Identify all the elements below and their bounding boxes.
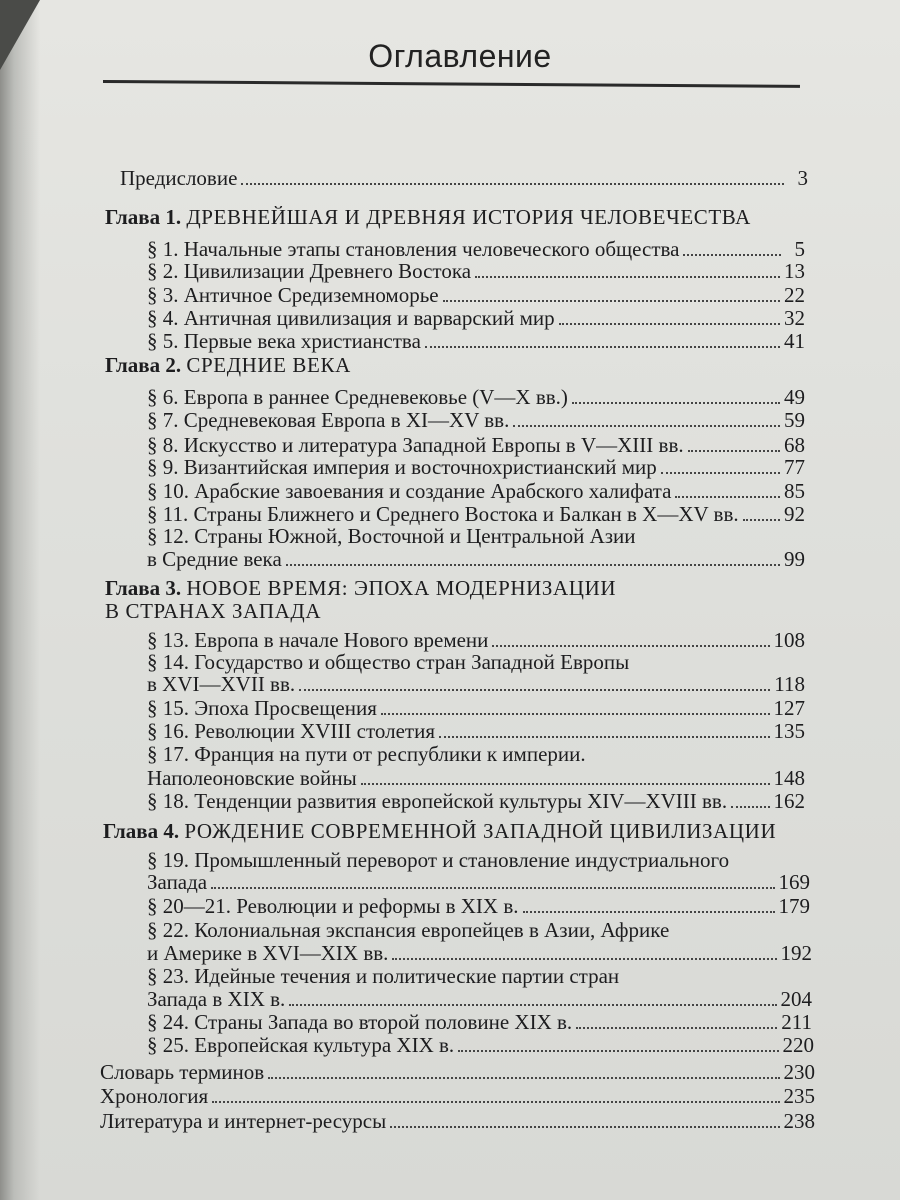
entry-label: § 11. Страны Ближнего и Среднего Востока и Балкан в X—XV вв. (147, 502, 739, 526)
page-number: 118 (774, 672, 805, 696)
entry-label: § 7. Средневековая Европа в XI—XV вв. (147, 408, 510, 432)
page-number: 235 (783, 1084, 815, 1108)
dot-leader (683, 254, 781, 256)
dot-leader (572, 402, 780, 404)
chapter-heading-3[interactable] (105, 576, 616, 601)
dot-leader (289, 1004, 776, 1006)
dot-leader (211, 887, 774, 889)
page-number: 148 (773, 766, 805, 790)
page-number: 32 (784, 306, 805, 330)
chapter-title: РОЖДЕНИЕ СОВРЕМЕННОЙ ЗАПАДНОЙ ЦИВИЛИЗАЦИИ (184, 819, 777, 843)
page-number: 192 (780, 941, 812, 965)
entry-label: Запада в XIX в. (147, 987, 286, 1011)
entry-label: § 3. Античное Средиземноморье (147, 283, 439, 307)
entry-label: § 15. Эпоха Просвещения (147, 696, 377, 720)
toc-entry-p19-line1: § 19. Промышленный переворот и становление индустриального (147, 848, 730, 872)
dot-leader (241, 183, 784, 185)
dot-leader (425, 346, 780, 348)
toc-entry-p20[interactable] (147, 894, 810, 919)
toc-entry-p23-line1: § 23. Идейные течения и политические партии стран (147, 964, 620, 988)
toc-entry-p24[interactable] (147, 1010, 812, 1035)
entry-label: Предисловие (120, 166, 238, 190)
entry-label: § 1. Начальные этапы становления человеческого общества (147, 237, 680, 261)
toc-entry-p3[interactable] (147, 283, 805, 308)
dot-leader (492, 645, 769, 647)
entry-label: § 5. Первые века христианства (147, 329, 421, 353)
dot-leader (361, 783, 770, 785)
entry-label: в XVI—XVII вв. (147, 672, 296, 696)
entry-label: Наполеоновские войны (147, 766, 357, 790)
chapter-heading-1[interactable] (105, 205, 751, 230)
entry-label: § 24. Страны Запада во второй половине XIX в. (147, 1010, 573, 1034)
page-number: 68 (784, 433, 805, 457)
toc-entry-p17[interactable] (147, 766, 805, 791)
toc-entry-p17-line1: § 17. Франция на пути от республики к империи. (147, 742, 586, 766)
entry-label: § 13. Европа в начале Нового времени (147, 628, 489, 652)
page-number: 99 (784, 547, 805, 571)
toc-entry-p25[interactable] (147, 1033, 814, 1058)
dot-leader (443, 300, 780, 302)
entry-label: и Америке в XVI—XIX вв. (147, 941, 389, 965)
entry-label: § 8. Искусство и литература Западной Европы в V—XIII вв. (147, 433, 684, 457)
entry-label: Литература и интернет-ресурсы (100, 1109, 387, 1133)
dot-leader (559, 323, 780, 325)
page-number: 162 (773, 789, 805, 813)
chapter-number: Глава 1. (105, 205, 182, 229)
dot-leader (731, 806, 769, 808)
toc-entry-preface[interactable] (120, 166, 808, 191)
page-number: 85 (784, 479, 805, 503)
toc-entry-p18[interactable] (147, 789, 805, 814)
dot-leader (390, 1126, 779, 1128)
entry-label: в Средние века (147, 547, 282, 571)
page-number: 41 (784, 329, 805, 353)
dot-leader (513, 425, 780, 427)
entry-label: Хронология (100, 1084, 209, 1108)
toc-entry-p14[interactable] (147, 672, 805, 697)
entry-label: § 25. Европейская культура XIX в. (147, 1033, 455, 1057)
page-number: 211 (781, 1010, 812, 1034)
toc-entry-p2[interactable] (147, 259, 805, 284)
dot-leader (743, 519, 780, 521)
toc-entry-p7[interactable] (147, 408, 805, 433)
chapter-title-line2: В СТРАНАХ ЗАПАДА (105, 599, 322, 623)
toc-entry-p14-line1: § 14. Государство и общество стран Западной Европы (147, 650, 630, 674)
page-number: 59 (784, 408, 805, 432)
chapter-title: СРЕДНИЕ ВЕКА (186, 353, 351, 377)
toc-entry-p15[interactable] (147, 696, 805, 721)
chapter-number: Глава 2. (105, 353, 182, 377)
dot-leader (458, 1050, 778, 1052)
chapter-number: Глава 3. (105, 576, 182, 600)
chapter-heading-4[interactable] (103, 819, 776, 844)
toc-entry-p12[interactable] (147, 547, 805, 572)
page-number: 92 (784, 502, 805, 526)
dot-leader (675, 496, 780, 498)
dot-leader (381, 713, 770, 715)
entry-label: § 6. Европа в раннее Средневековье (V—X вв.) (147, 385, 568, 409)
entry-label: § 10. Арабские завоевания и создание Арабского халифата (147, 479, 672, 503)
toc-title: Оглавление (368, 38, 552, 74)
page-number: 49 (784, 385, 805, 409)
entry-label: § 4. Античная цивилизация и варварский мир (147, 306, 555, 330)
dot-leader (268, 1077, 779, 1079)
toc-entry-p16[interactable] (147, 719, 805, 744)
toc-entry-p23[interactable] (147, 987, 812, 1012)
entry-label: § 20—21. Революции и реформы в XIX в. (147, 894, 519, 918)
dot-leader (392, 958, 776, 960)
entry-label: § 16. Революции XVIII столетия (147, 719, 435, 743)
dot-leader (661, 472, 780, 474)
page-number: 230 (783, 1060, 815, 1084)
toc-entry-p6[interactable] (147, 385, 805, 410)
page-number: 204 (780, 987, 812, 1011)
entry-label: Запада (147, 870, 208, 894)
page-number: 169 (778, 870, 810, 894)
page-number: 22 (784, 283, 805, 307)
entry-label: § 9. Византийская империя и восточнохристианский мир (147, 455, 657, 479)
toc-entry-p9[interactable] (147, 455, 805, 480)
chapter-number: Глава 4. (103, 819, 180, 843)
page-number: 127 (773, 696, 805, 720)
chapter-title: НОВОЕ ВРЕМЯ: ЭПОХА МОДЕРНИЗАЦИИ (186, 576, 617, 600)
page-number: 238 (783, 1109, 815, 1133)
page-number: 220 (782, 1033, 814, 1057)
toc-entry-p4[interactable] (147, 306, 805, 331)
toc-entry-glossary[interactable] (100, 1060, 815, 1085)
page-number: 3 (797, 166, 808, 190)
entry-label: § 18. Тенденции развития европейской культуры XIV—XVIII вв. (147, 789, 728, 813)
dot-leader (475, 276, 780, 278)
page-number: 179 (778, 894, 810, 918)
dot-leader (212, 1101, 779, 1103)
dot-leader (299, 689, 770, 691)
toc-entry-p10[interactable] (147, 479, 805, 504)
toc-entry-p5[interactable] (147, 329, 805, 354)
dot-leader (286, 564, 780, 566)
dot-leader (439, 736, 770, 738)
page-number: 13 (784, 259, 805, 283)
entry-label: § 2. Цивилизации Древнего Востока (147, 259, 472, 283)
page-number: 108 (773, 628, 805, 652)
page-number: 77 (784, 455, 805, 479)
dot-leader (523, 911, 775, 913)
toc-entry-chronology[interactable] (100, 1084, 815, 1109)
chapter-heading-2[interactable] (105, 353, 351, 378)
toc-entry-p12-line1: § 12. Страны Южной, Восточной и Центральной Азии (147, 524, 636, 548)
toc-entry-p22-line1: § 22. Колониальная экспансия европейцев в Азии, Африке (147, 918, 670, 942)
toc-entry-p22[interactable] (147, 941, 812, 966)
toc-entry-literature[interactable] (100, 1109, 815, 1134)
page-number: 5 (794, 237, 805, 261)
dot-leader (576, 1027, 777, 1029)
dot-leader (688, 450, 780, 452)
toc-entry-p19[interactable] (147, 870, 810, 895)
chapter-title: ДРЕВНЕЙШАЯ И ДРЕВНЯЯ ИСТОРИЯ ЧЕЛОВЕЧЕСТВА (186, 205, 751, 229)
page-number: 135 (773, 719, 805, 743)
entry-label: Словарь терминов (100, 1060, 265, 1084)
